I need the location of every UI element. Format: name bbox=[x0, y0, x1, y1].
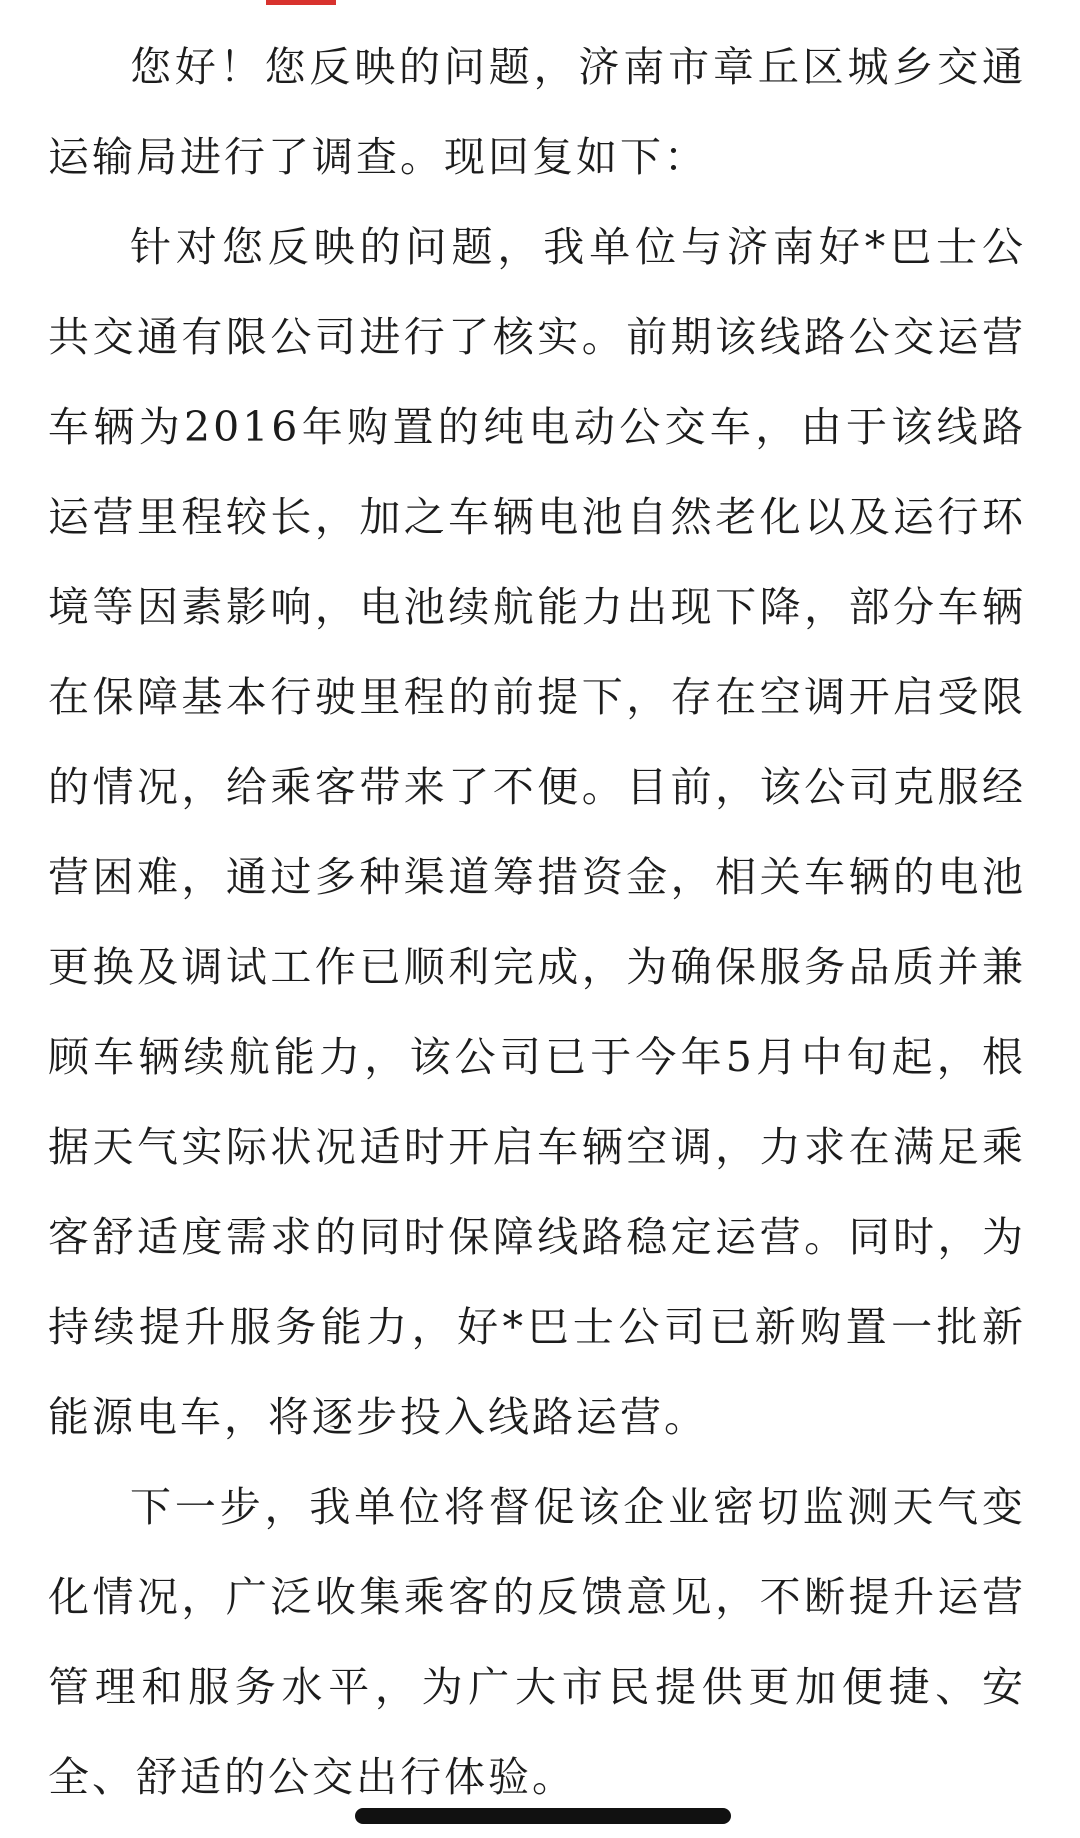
reply-paragraph-details: 针对您反映的问题，我单位与济南好*巴士公共交通有限公司进行了核实。前期该线路公交运营车辆为2016年购置的纯电动公交车，由于该线路运营里程较长，加之车辆电池自然老化以及运行环境等因素影响，电池续航能力出现下降，部分车辆在保障基本行驶里程的前提下，存在空调开启受限的情况，给乘客带来了不便。目前，该公司克服经营困难，通过多种渠道筹措资金，相关车辆的电池更换及调试工作已顺利完成，为确保服务品质并兼顾车辆续航能力，该公司已于今年5月中旬起，根据天气实际状况适时开启车辆空调，力求在满足乘客舒适度需求的同时保障线路稳定运营。同时，为持续提升服务能力，好*巴士公司已新购置一批新能源电车，将逐步投入线路运营。 bbox=[48, 223, 1026, 1441]
reply-content bbox=[48, 22, 1026, 1822]
reply-paragraph-next-steps: 下一步，我单位将督促该企业密切监测天气变化情况，广泛收集乘客的反馈意见，不断提升运营管理和服务水平，为广大市民提供更加便捷、安全、舒适的公交出行体验。 bbox=[48, 1483, 1026, 1801]
active-tab-indicator bbox=[266, 0, 336, 5]
reply-paragraph-greeting: 您好！您反映的问题，济南市章丘区城乡交通运输局进行了调查。现回复如下： bbox=[48, 43, 1026, 181]
home-indicator-bar[interactable] bbox=[355, 1808, 731, 1824]
